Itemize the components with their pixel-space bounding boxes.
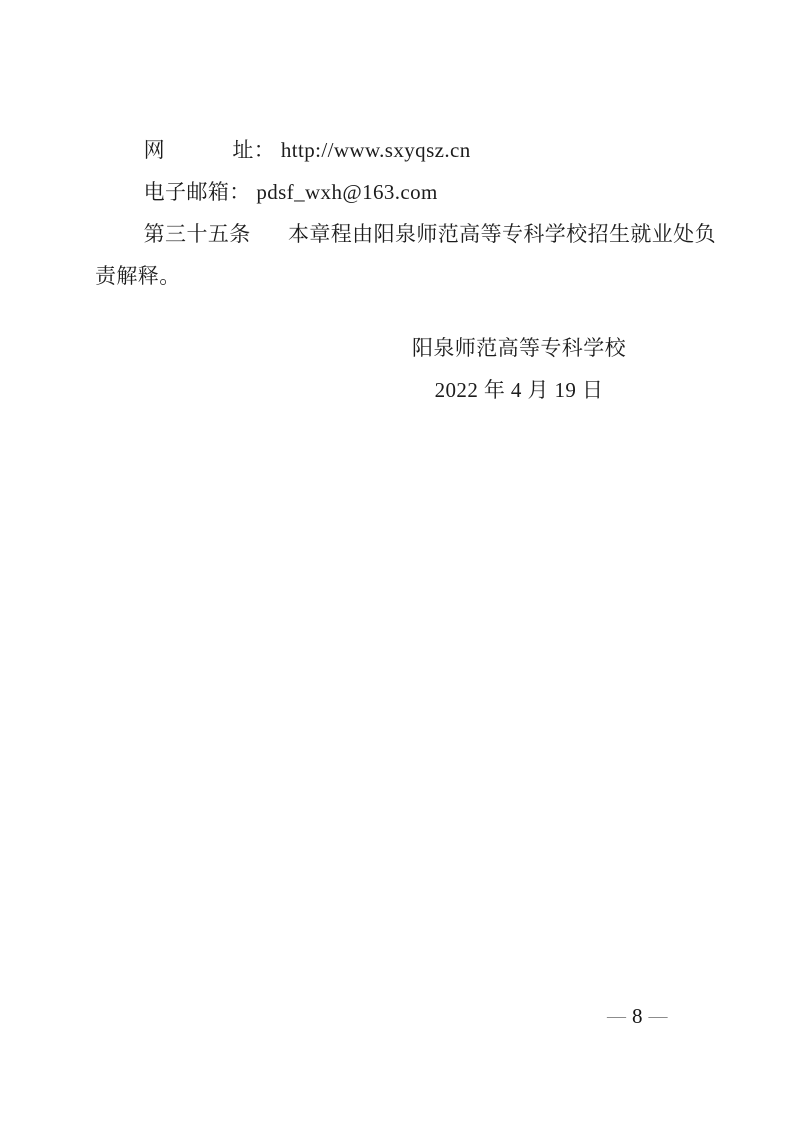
article-text-line2: 责解释。 <box>95 264 181 288</box>
footer-dash-right: — <box>648 1005 668 1027</box>
page-footer <box>601 1002 674 1030</box>
article-text-line1: 本章程由阳泉师范高等专科学校招生就业处负 <box>287 222 716 246</box>
article-paragraph <box>95 213 716 297</box>
footer-dash-left: — <box>607 1005 626 1027</box>
website-url: http://www.sxyqsz.cn <box>280 138 471 162</box>
closing-block <box>314 327 724 411</box>
website-label-first: 网 <box>143 138 166 162</box>
body-text-block <box>95 129 716 297</box>
page-number: 8 <box>632 1003 643 1028</box>
article-term: 第三十五条 <box>143 222 251 246</box>
email-label: 电子邮箱： <box>143 180 251 204</box>
email-line <box>95 171 711 213</box>
website-line <box>95 129 711 171</box>
signature-date: 2022 年 4 月 19 日 <box>434 378 604 402</box>
signature: 阳泉师范高等专科学校 <box>412 336 626 360</box>
website-label-second: 址： <box>232 138 276 162</box>
email-address: pdsf_wxh@163.com <box>256 180 438 204</box>
